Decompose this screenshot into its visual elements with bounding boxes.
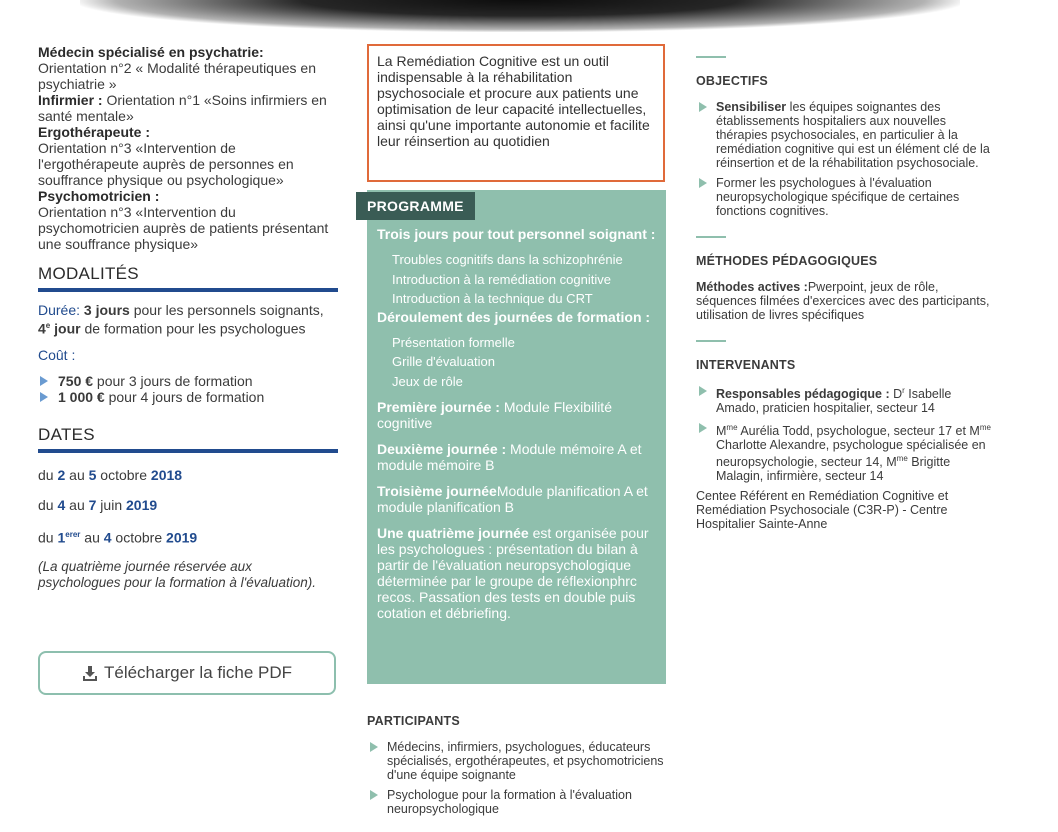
date-day: 4: [103, 529, 112, 546]
day-label: Première journée :: [377, 399, 500, 415]
duree-text1: pour les personnels soignants,: [129, 302, 324, 318]
objectif-text: les équipes soignantes des établissements hospitaliers aux nouvelles thérapies psychosociales, en particulier à la remédiation cognitive qui est un élément clé de la réinsertion et de la réhabilitation psychosociale.: [716, 100, 990, 170]
programme-day-2: [377, 441, 662, 473]
intervenant-text: M: [969, 424, 980, 439]
date-year: 2019: [166, 529, 198, 546]
methodes-section: [696, 236, 996, 322]
list-item: [696, 421, 996, 483]
download-icon: [82, 665, 98, 681]
intro-box: La Remédiation Cognitive est un outil indispensable à la réhabilitation psychosociale et procure aux patients une optimisation de leur capacité intellectuelles, ainsi qu'une importante autonomie et facilite leur réinsertion au quotidien: [367, 44, 665, 182]
divider: [696, 236, 726, 238]
participants-list: [367, 740, 667, 816]
programme-subitem: Troubles cognitifs dans la schizophrénie: [392, 252, 623, 267]
date-sup: erer: [65, 529, 81, 539]
intervenant-sup: me: [896, 454, 908, 464]
day-text: Module Flexibilité cognitive: [377, 399, 612, 431]
cost-list: [38, 373, 338, 405]
intervenant-text: M: [716, 424, 727, 439]
cost-text: pour 4 jours de formation: [104, 388, 265, 405]
objectif-text: Former les psychologues à l'évaluation neuropsychologique spécifique de certaines fonctions cognitives.: [716, 176, 960, 218]
left-column: [38, 44, 338, 591]
list-item: [367, 788, 667, 816]
date-day: 1: [57, 529, 66, 546]
date-day: 5: [88, 466, 97, 483]
right-column: [696, 56, 996, 549]
public-text-medecin: Orientation n°2 « Modalité thérapeutiques en psychiatrie »: [38, 60, 317, 92]
date-day: 2: [57, 466, 66, 483]
participants-section: [367, 714, 667, 822]
programme-heading-three-days: Trois jours pour tout personnel soignant :: [377, 226, 656, 242]
programme-tab: PROGRAMME: [356, 192, 475, 220]
programme-subitem: Introduction à la remédiation cognitive: [392, 271, 611, 287]
list-item: [696, 176, 996, 218]
date-text: au: [65, 496, 89, 513]
public-title-medecin: Médecin spécialisé en psychatrie:: [38, 44, 264, 60]
list-item: [696, 100, 996, 170]
cost-item: [38, 373, 338, 389]
methodes-bold: Méthodes actives :: [696, 280, 808, 294]
intervenant-text: M: [886, 455, 897, 470]
day-label: Troisième journée: [377, 483, 497, 499]
public-title-infirmier: Infirmier :: [38, 92, 103, 108]
duree-line: [38, 302, 338, 337]
date-year: 2019: [126, 496, 158, 513]
intervenant-text: Aurélia Todd, psychologue, secteur 17 et: [737, 424, 970, 439]
public-title-psychomot: Psychomotricien :: [38, 188, 160, 204]
dates-note: (La quatrième journée réservée aux psychologues pour la formation à l'évaluation).: [38, 559, 316, 591]
public-list: [38, 44, 338, 252]
cost-amount: 750 €: [58, 372, 94, 389]
date-session-2: [38, 497, 338, 513]
duree-days: 3 jours: [80, 302, 130, 318]
intervenant-sup: r: [902, 386, 905, 395]
list-item: [696, 384, 996, 415]
download-pdf-label: Télécharger la fiche PDF: [103, 663, 293, 682]
date-day: 4: [57, 496, 66, 513]
intervenant-text: D: [889, 387, 903, 402]
divider: [696, 340, 726, 342]
bullet-arrow-icon: [370, 742, 378, 752]
date-year: 2018: [150, 466, 183, 483]
objectif-bold: Sensibiliser: [716, 100, 787, 114]
cost-text: pour 3 jours de formation: [93, 372, 253, 389]
download-pdf-button[interactable]: [38, 651, 336, 695]
participants-heading: PARTICIPANTS: [367, 714, 460, 728]
intervenant-text: Isabelle Amado, praticien hospitalier, secteur 14: [716, 387, 952, 416]
intervenant-text: Charlotte Alexandre, psychologue spécialisée en neuropsychologie, secteur 14,: [716, 438, 986, 470]
date-text: octobre: [96, 466, 151, 483]
date-text: octobre: [111, 529, 167, 546]
date-session-1: [38, 467, 338, 483]
list-item: [367, 740, 667, 782]
bullet-arrow-icon: [370, 790, 378, 800]
public-text-infirmier: Orientation n°1 «Soins infirmiers en santé mentale»: [38, 92, 327, 124]
date-text: au: [80, 529, 104, 546]
date-text: du: [38, 466, 58, 483]
public-title-ergo: Ergothérapeute :: [38, 124, 151, 140]
programme-subitem: Grille d'évaluation: [392, 354, 495, 369]
duree-label: Durée:: [38, 302, 81, 318]
cost-amount: 1 000 €: [58, 388, 105, 405]
duree-text2: de formation pour les psychologues: [80, 320, 306, 337]
programme-heading-deroulement: Déroulement des journées de formation :: [377, 308, 651, 325]
methodes-body: Pwerpoint, jeux de rôle, séquences filmées d'exercices avec des participants, utilisation de livres spécifiques: [696, 280, 990, 322]
day-text: Module planification A et module planification B: [377, 483, 648, 515]
bullet-arrow-icon: [40, 392, 48, 402]
public-text-ergo: Orientation n°3 «Intervention de l'ergothérapeute auprès de personnes en souffrance physique ou psychologique»: [38, 140, 294, 188]
intervenant-text: Brigitte Malagin, infirmière, secteur 14: [716, 455, 951, 484]
date-session-3: [38, 527, 338, 546]
duree-sup: e: [45, 321, 51, 330]
list-item-text: Médecins, infirmiers, psychologues, éducateurs spécialisés, ergothérapeutes, et psychomotriciens d'une équipe soignante: [387, 740, 664, 782]
duree-jour: jour: [50, 320, 81, 337]
intervenants-section: [696, 340, 996, 531]
divider: [696, 56, 726, 58]
programme-subitem: Introduction à la technique du CRT: [392, 291, 593, 306]
objectifs-section: [696, 56, 996, 218]
public-text-psychomot: Orientation n°3 «Intervention du psychomotricien auprès de patients présentant une souffrance physique»: [38, 204, 329, 252]
programme-day-4: [377, 525, 662, 621]
day-text: Module mémoire A et module mémoire B: [377, 441, 642, 473]
intervenant-bold: Responsables pédagogique :: [716, 387, 890, 402]
bullet-arrow-icon: [699, 102, 707, 112]
programme-day-1: [377, 399, 662, 431]
methodes-heading: MÉTHODES PÉDAGOGIQUES: [696, 254, 878, 268]
day-label: Une quatrième journée: [377, 525, 529, 541]
public-infirmier: [38, 92, 338, 124]
intervenants-list: [696, 384, 996, 483]
programme-subitem: Présentation formelle: [392, 334, 515, 350]
date-text: du: [38, 496, 58, 513]
methodes-text: [696, 280, 996, 322]
bullet-arrow-icon: [699, 423, 707, 433]
list-item-text: Psychologue pour la formation à l'évaluation neuropsychologique: [387, 788, 632, 816]
intervenants-heading: INTERVENANTS: [696, 358, 796, 372]
programme-subitem: Jeux de rôle: [392, 373, 463, 389]
duree-fourth: 4: [38, 320, 46, 337]
date-text: au: [65, 466, 89, 483]
objectifs-heading: OBJECTIFS: [696, 74, 768, 88]
programme-content: [377, 226, 662, 621]
date-day: 7: [88, 496, 97, 513]
bullet-arrow-icon: [40, 376, 48, 386]
bullet-arrow-icon: [699, 386, 707, 396]
centre-text: Centee Référent en Remédiation Cognitive et Remédiation Psychosociale (C3R-P) - Centre Hospitalier Sainte-Anne: [696, 489, 949, 532]
date-text: du: [38, 529, 58, 546]
top-shadow-decoration: [80, 0, 960, 32]
intervenant-sup: me: [726, 423, 738, 433]
date-text: juin: [96, 496, 126, 513]
day-label: Deuxième journée :: [377, 441, 507, 457]
day-text: est organisée pour les psychologues : présentation du bilan à partir de l'évaluation neuropsychologique déterminée par le groupe de réflexionphrc recos. Passation des tests en double puis cotation et débriefing.: [377, 525, 649, 621]
bullet-arrow-icon: [699, 178, 707, 188]
dates-heading: DATES: [38, 427, 338, 453]
cost-item: [38, 389, 338, 405]
cout-label: Coût :: [38, 346, 76, 363]
intervenant-sup: me: [979, 423, 991, 433]
objectifs-list: [696, 100, 996, 218]
programme-day-3: [377, 483, 662, 515]
modalites-heading: MODALITÉS: [38, 266, 338, 292]
